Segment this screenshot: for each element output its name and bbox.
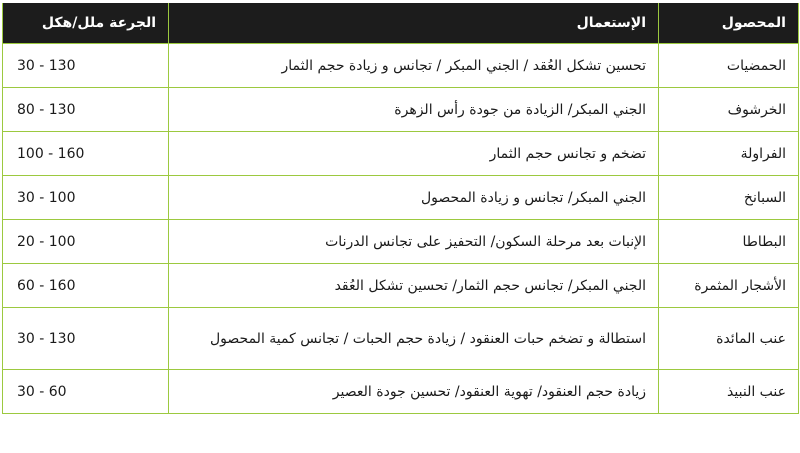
table-header	[3, 3, 799, 44]
table-row	[3, 264, 799, 308]
header-crop: المحصول	[659, 3, 799, 44]
table-row	[3, 88, 799, 132]
dose-cell: 30 - 60	[3, 370, 169, 414]
dose-cell: 100 - 160	[3, 132, 169, 176]
header-use: الإستعمال	[169, 3, 659, 44]
crop-dosage-table	[2, 3, 799, 414]
table-row	[3, 44, 799, 88]
dose-cell: 30 - 130	[3, 308, 169, 370]
use-cell: استطالة و تضخم حبات العنقود / زيادة حجم الحبات / تجانس كمية المحصول	[169, 308, 659, 370]
table-body	[3, 44, 799, 414]
dose-cell: 30 - 100	[3, 176, 169, 220]
crop-cell: الحمضيات	[659, 44, 799, 88]
dose-cell: 60 - 160	[3, 264, 169, 308]
dose-cell: 80 - 130	[3, 88, 169, 132]
crop-cell: السبانخ	[659, 176, 799, 220]
table-row	[3, 220, 799, 264]
dose-cell: 30 - 130	[3, 44, 169, 88]
crop-cell: البطاطا	[659, 220, 799, 264]
crop-cell: الأشجار المثمرة	[659, 264, 799, 308]
crop-cell: الخرشوف	[659, 88, 799, 132]
table-row	[3, 176, 799, 220]
use-cell: الجني المبكر/ تجانس حجم الثمار/ تحسين تشكل العُقد	[169, 264, 659, 308]
crop-cell: عنب المائدة	[659, 308, 799, 370]
use-cell: الجني المبكر/ الزيادة من جودة رأس الزهرة	[169, 88, 659, 132]
crop-cell: عنب النبيذ	[659, 370, 799, 414]
use-cell: الجني المبكر/ تجانس و زيادة المحصول	[169, 176, 659, 220]
header-dose: الجرعة ملل/هكل	[3, 3, 169, 44]
use-cell: الإنبات بعد مرحلة السكون/ التحفيز على تجانس الدرنات	[169, 220, 659, 264]
dose-cell: 20 - 100	[3, 220, 169, 264]
use-cell: زيادة حجم العنقود/ تهوية العنقود/ تحسين جودة العصير	[169, 370, 659, 414]
table-row	[3, 308, 799, 370]
table-row	[3, 370, 799, 414]
use-cell: تحسين تشكل العُقد / الجني المبكر / تجانس و زيادة حجم الثمار	[169, 44, 659, 88]
use-cell: تضخم و تجانس حجم الثمار	[169, 132, 659, 176]
table-row	[3, 132, 799, 176]
crop-cell: الفراولة	[659, 132, 799, 176]
header-row	[3, 3, 799, 44]
